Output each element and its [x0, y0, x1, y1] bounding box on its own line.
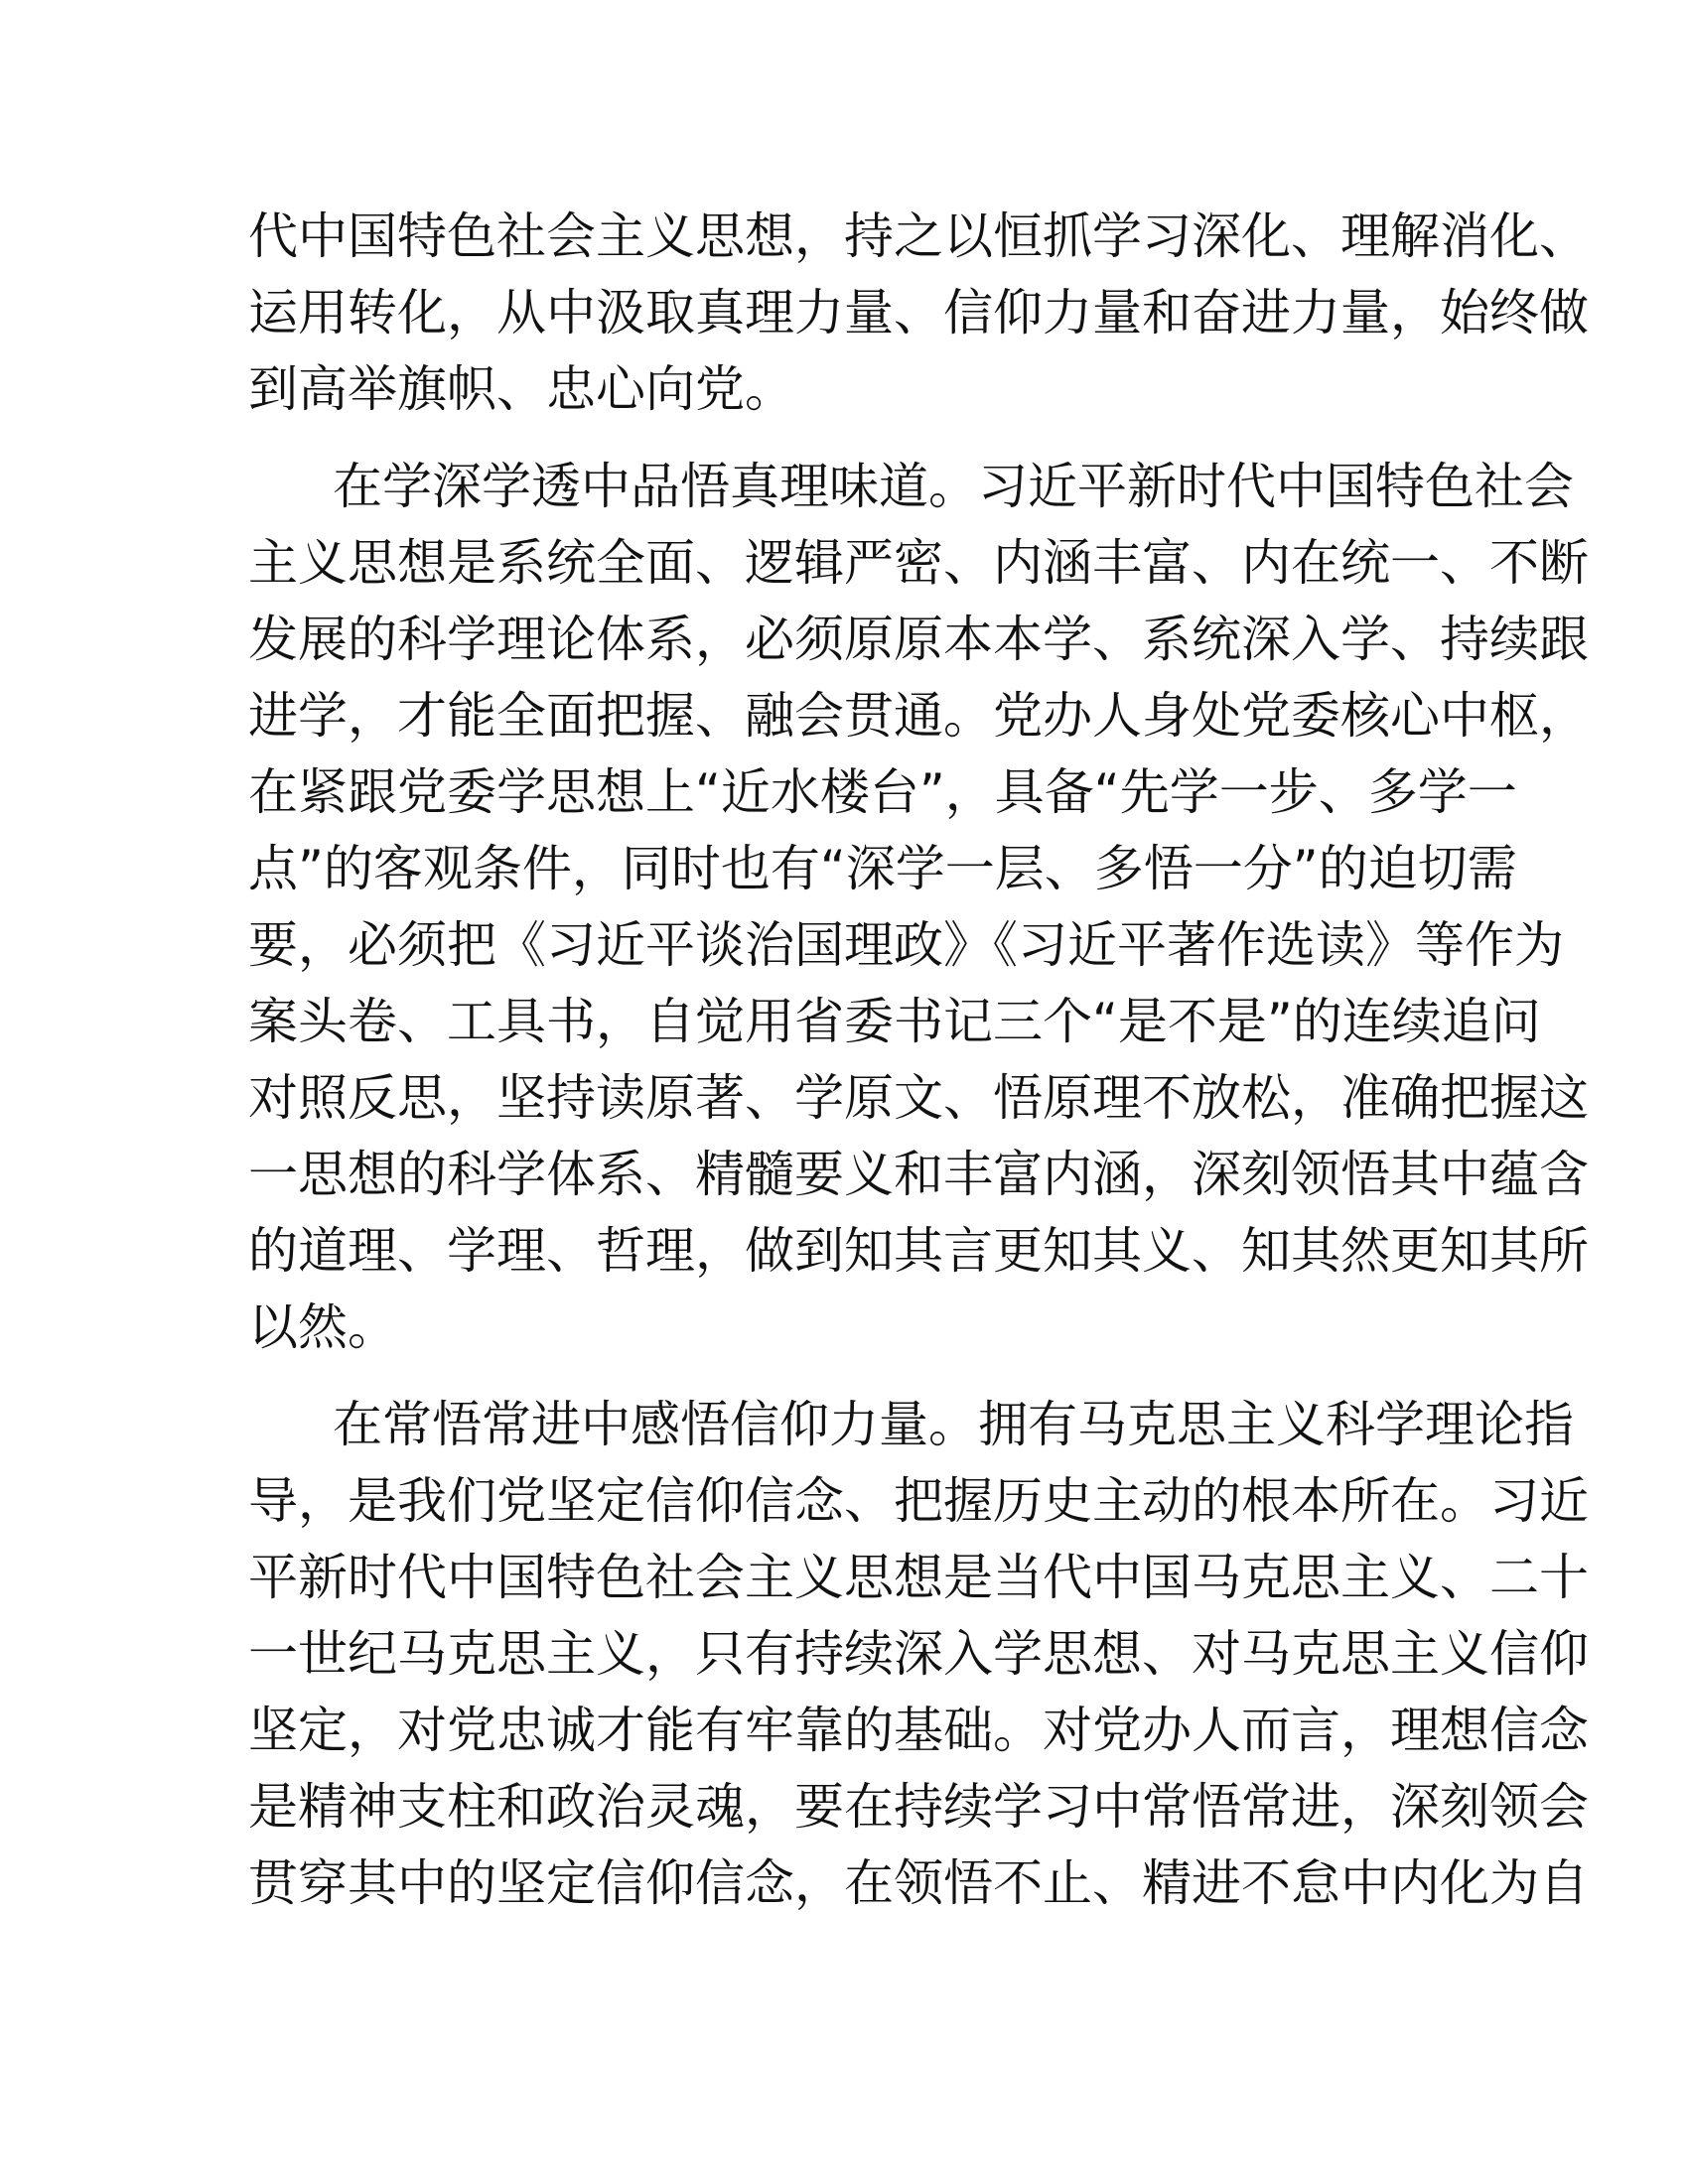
text-line: 贯穿其中的坚定信仰信念，在领悟不止、精进不怠中内化为自: [248, 1854, 1589, 1912]
text-line: 是精神支柱和政治灵魂，要在持续学习中常悟常进，深刻领会: [248, 1778, 1589, 1836]
text-line: 在紧跟党委学思想上“近水楼台”，具备“先学一步、多学一: [248, 763, 1517, 821]
text-line: 到高举旗帜、忠心向党。: [248, 360, 794, 418]
text-line: 进学，才能全面把握、融会贯通。党办人身处党委核心中枢，: [248, 687, 1589, 745]
text-line: 平新时代中国特色社会主义思想是当代中国马克思主义、二十: [248, 1549, 1589, 1606]
text-line: 的道理、学理、哲理，做到知其言更知其义、知其然更知其所: [248, 1222, 1589, 1280]
text-line: 在常悟常进中感悟信仰力量。拥有马克思主义科学理论指: [333, 1396, 1574, 1453]
text-line: 点”的客观条件，同时也有“深学一层、多悟一分”的迫切需: [248, 840, 1517, 897]
text-line: 一世纪马克思主义，只有持续深入学思想、对马克思主义信仰: [248, 1625, 1589, 1683]
text-line: 对照反思，坚持读原著、学原文、悟原理不放松，准确把握这: [248, 1069, 1589, 1127]
text-line: 在学深学透中品悟真理味道。习近平新时代中国特色社会: [333, 458, 1574, 515]
text-line: 发展的科学理论体系，必须原原本本学、系统深入学、持续跟: [248, 611, 1589, 668]
paragraph-spacer: [248, 1366, 1440, 1387]
text-line: 主义思想是系统全面、逻辑严密、内涵丰富、内在统一、不断: [248, 534, 1589, 592]
document-body: [248, 199, 1589, 1922]
text-line: 要，必须把《习近平谈治国理政》《习近平著作选读》等作为: [248, 916, 1564, 974]
paragraph-spacer: [248, 428, 1440, 449]
text-line: 运用转化，从中汲取真理力量、信仰力量和奋进力量，始终做: [248, 284, 1589, 341]
paragraph-1: [248, 199, 1589, 428]
text-line: 案头卷、工具书，自觉用省委书记三个“是不是”的连续追问: [248, 993, 1541, 1050]
text-line: 一思想的科学体系、精髓要义和丰富内涵，深刻领悟其中蕴含: [248, 1146, 1589, 1203]
text-line: 代中国特色社会主义思想，持之以恒抓学习深化、理解消化、: [248, 207, 1589, 265]
text-line: 导，是我们党坚定信仰信念、把握历史主动的根本所在。习近: [248, 1472, 1589, 1530]
text-line: 以然。: [248, 1298, 397, 1356]
paragraph-3: [248, 1387, 1589, 1922]
text-line: 坚定，对党忠诚才能有牢靠的基础。对党办人而言，理想信念: [248, 1702, 1589, 1759]
paragraph-2: [248, 449, 1589, 1366]
